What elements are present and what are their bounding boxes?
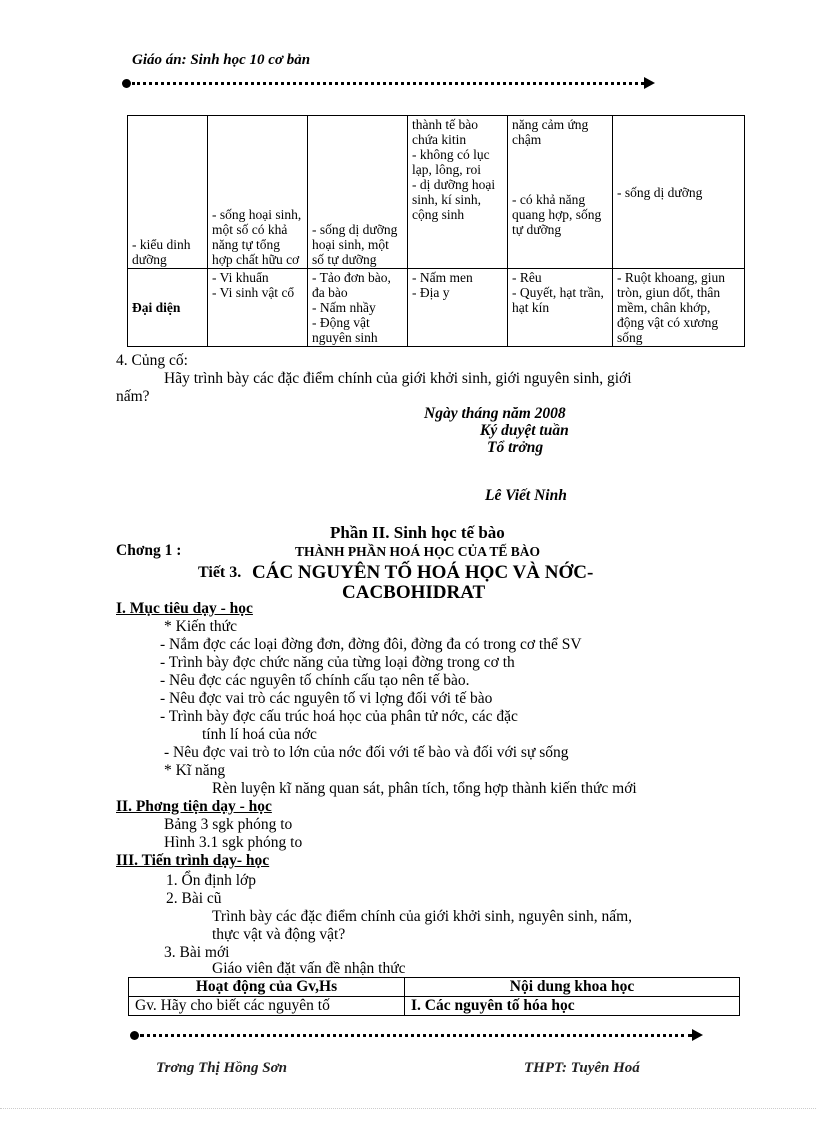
document-header-title: Giáo án: Sinh học 10 cơ bản: [132, 52, 311, 68]
material-item: Hình 3.1 sgk phóng to: [164, 834, 303, 851]
header-rule-arrow: [644, 77, 655, 89]
footer-author: Trơng Thị Hồng Sơn: [156, 1060, 288, 1076]
header-dotted-rule: [132, 82, 644, 85]
cell-label-examples: Đại diện: [128, 269, 208, 347]
new-lesson-intro: Giáo viên đặt vấn đề nhận thức: [212, 960, 406, 975]
old-lesson-question: Trình bày các đặc điểm chính của giới khởi sinh, nguyên sinh, nấm,: [212, 908, 633, 925]
footer-rule-arrow: [692, 1029, 703, 1041]
objective-item-continuation: tính lí hoá của nớc: [202, 726, 317, 743]
footer-rule-dot: [130, 1031, 139, 1040]
objective-item: - Nêu đợc các nguyên tố chính cấu tạo nên tế bào.: [160, 672, 470, 689]
lesson-title-line2: CACBOHIDRAT: [342, 582, 486, 603]
objective-item: - Nêu đợc vai trò các nguyên tố vi lợng đối với tế bào: [160, 690, 493, 707]
kingdoms-table: [127, 115, 745, 347]
cell-activity: Gv. Hãy cho biết các nguyên tố: [129, 997, 405, 1016]
section3-heading: III. Tiến trình dạy- học: [116, 852, 270, 869]
signature-name: Lê Viết Ninh: [485, 487, 567, 504]
step-new-lesson: 3. Bài mới: [164, 944, 230, 961]
cell-animalia-nutrition: - sống dị dưỡng: [613, 116, 745, 269]
consolidation-question-end: nấm?: [116, 388, 150, 405]
objective-item: - Nêu đợc vai trò to lớn của nớc đối với tế bào và đối với sự sống: [164, 744, 569, 761]
skill-text: Rèn luyện kĩ năng quan sát, phân tích, tổng hợp thành kiến thức mới: [212, 780, 637, 797]
signature-approval: Ký duyệt tuần: [480, 422, 569, 439]
cell-fungi-examples: - Nấm men - Địa y: [408, 269, 508, 347]
cell-animalia-examples: - Ruột khoang, giun tròn, giun dốt, thân mềm, chân khớp, động vật có xương sống: [613, 269, 745, 347]
cell-monera-nutrition: - sống hoại sinh, một số có khả năng tự tổng hợp chất hữu cơ: [208, 116, 308, 269]
objective-item: - Nắm đợc các loại đờng đơn, đờng đôi, đờng đa có trong cơ thể SV: [160, 636, 582, 653]
page-bottom-border: [0, 1108, 816, 1109]
chapter-label: Chơng 1 :: [116, 542, 182, 559]
section1-heading: I. Mục tiêu dạy - học: [116, 600, 253, 617]
header-rule-dot: [122, 79, 131, 88]
cell-content: I. Các nguyên tố hóa học: [405, 997, 740, 1016]
cell-fungi-nutrition: thành tế bào chứa kitin - không có lục lạp, lông, roi - dị dưỡng hoại sinh, kí sinh, cộng sinh: [408, 116, 508, 269]
footer-school: THPT: Tuyên Hoá: [524, 1060, 640, 1076]
objective-item: - Trình bày đợc chức năng của từng loại đờng trong cơ th: [160, 654, 515, 671]
objective-item: - Trình bày đợc cấu trúc hoá học của phân tử nớc, các đặc: [160, 708, 518, 725]
footer-dotted-rule: [140, 1034, 692, 1037]
signature-role: Tổ trởng: [487, 439, 544, 456]
cell-plantae-examples: - Rêu - Quyết, hạt trần, hạt kín: [508, 269, 613, 347]
chapter-title: THÀNH PHẦN HOÁ HỌC CỦA TẾ BÀO: [295, 544, 541, 559]
header-activities: Hoạt động của Gv,Hs: [129, 978, 405, 997]
table-row-nutrition: [128, 116, 745, 269]
table-row: [129, 997, 740, 1016]
material-item: Bảng 3 sgk phóng to: [164, 816, 293, 833]
old-lesson-question-end: thực vật và động vật?: [212, 926, 346, 943]
part-title: Phần II. Sinh học tế bào: [330, 523, 505, 542]
table-header-row: [129, 978, 740, 997]
cell-protista-examples: - Tảo đơn bào, đa bào - Nấm nhầy - Động vật nguyên sinh: [308, 269, 408, 347]
cell-monera-examples: - Vi khuẩn - Vi sinh vật cổ: [208, 269, 308, 347]
cell-protista-nutrition: - sống dị dưỡng hoại sinh, một số tự dưỡng: [308, 116, 408, 269]
lesson-number: Tiết 3.: [198, 564, 242, 581]
knowledge-label: * Kiến thức: [164, 618, 237, 635]
consolidation-question: Hãy trình bày các đặc điểm chính của giới khởi sinh, giới nguyên sinh, giới: [164, 370, 632, 387]
header-content: Nội dung khoa học: [405, 978, 740, 997]
cell-label-nutrition: - kiểu dinh dưỡng: [128, 116, 208, 269]
step-stabilize: 1. Ổn định lớp: [166, 872, 257, 889]
consolidation-heading: 4. Củng cố:: [116, 352, 188, 369]
section2-heading: II. Phơng tiện dạy - học: [116, 798, 272, 815]
table-row-examples: [128, 269, 745, 347]
step-old-lesson: 2. Bài cũ: [166, 890, 222, 907]
signature-date: Ngày tháng năm 2008: [424, 405, 566, 422]
skill-label: * Kĩ năng: [164, 762, 226, 779]
cell-plantae-nutrition: năng cảm ứng chậm - có khả năng quang hợp, sống tự dưỡng: [508, 116, 613, 269]
activity-table: [128, 977, 740, 1016]
lesson-title-line1: CÁC NGUYÊN TỐ HOÁ HỌC VÀ NỚC-: [252, 562, 594, 583]
